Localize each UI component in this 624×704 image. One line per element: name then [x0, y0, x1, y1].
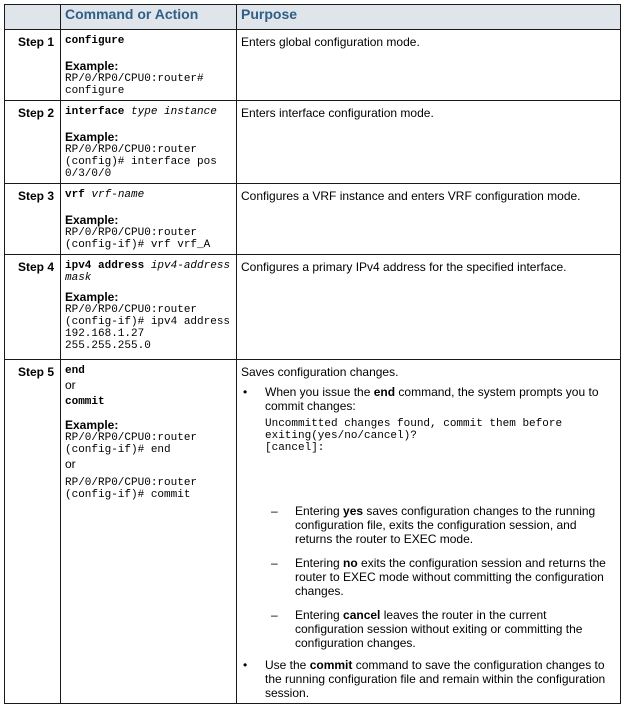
header-purpose: Purpose	[237, 5, 621, 30]
command-cell	[61, 360, 237, 704]
purpose-text: Enters global configuration mode.	[241, 35, 420, 49]
purpose-cell	[237, 30, 621, 101]
prompt-code: Uncommitted changes found, commit them before exiting(yes/no/cancel)? [cancel]:	[265, 418, 563, 454]
command-argument: type instance	[131, 106, 217, 118]
example-alt-text: RP/0/RP0/CPU0:router (config-if)# commit	[65, 477, 198, 501]
purpose-cell	[237, 360, 621, 704]
step-label: Step 2	[5, 101, 61, 184]
header-step	[5, 5, 61, 30]
command-cell	[61, 255, 237, 360]
table-row	[5, 255, 621, 360]
dash-icon: –	[271, 504, 278, 518]
purpose-text: Saves configuration changes.	[241, 365, 399, 379]
bullet-item: • Use the commit command to save the configuration changes to the running configuration file and remain within the configuration session.	[243, 658, 606, 700]
or-label: or	[65, 378, 76, 392]
table-row	[5, 360, 621, 704]
procedure-table	[4, 4, 620, 700]
purpose-cell	[237, 255, 621, 360]
dash-item-cancel: – Entering cancel leaves the router in the current configuration session without exiting or committing the configuration changes.	[271, 608, 583, 650]
purpose-cell	[237, 101, 621, 184]
dash-item-no: – Entering no exits the configuration session and returns the router to EXEC mode without committing the configuration changes.	[271, 556, 606, 598]
header-command: Command or Action	[61, 5, 237, 30]
step-label: Step 1	[5, 30, 61, 101]
example-text: RP/0/RP0/CPU0:router (config-if)# vrf vrf_A	[65, 227, 211, 251]
command-cell	[61, 30, 237, 101]
example-label: Example:	[65, 418, 119, 432]
command-text: end	[65, 365, 85, 377]
bullet-icon: •	[243, 658, 248, 672]
dash-icon: –	[271, 608, 278, 622]
table-row	[5, 184, 621, 255]
purpose-cell	[237, 184, 621, 255]
command-cell	[61, 184, 237, 255]
purpose-text: Configures a primary IPv4 address for the specified interface.	[241, 260, 567, 274]
example-text: RP/0/RP0/CPU0:router# configure	[65, 73, 204, 97]
command-text: interface	[65, 106, 125, 118]
dash-icon: –	[271, 556, 278, 570]
example-label: Example:	[65, 213, 119, 227]
example-label: Example:	[65, 130, 119, 144]
header-row	[5, 5, 621, 30]
example-label: Example:	[65, 290, 119, 304]
command-argument: ipv4-address mask	[65, 260, 231, 284]
command-text: ipv4 address	[65, 260, 145, 272]
command-argument: vrf-name	[91, 189, 145, 201]
or-label: or	[65, 457, 76, 471]
example-text: RP/0/RP0/CPU0:router (config-if)# ipv4 address 192.168.1.27 255.255.255.0	[65, 304, 231, 352]
step-label: Step 5	[5, 360, 61, 704]
example-label: Example:	[65, 59, 119, 73]
command-text: vrf	[65, 189, 85, 201]
dash-item-yes: – Entering yes saves configuration changes to the running configuration file, exits the configuration session, and returns the router to EXEC mode.	[271, 504, 596, 546]
command-cell	[61, 101, 237, 184]
step-label: Step 4	[5, 255, 61, 360]
table-row	[5, 30, 621, 101]
table-row	[5, 101, 621, 184]
bullet-icon: •	[243, 385, 248, 399]
example-text: RP/0/RP0/CPU0:router (config-if)# end	[65, 432, 198, 456]
step-label: Step 3	[5, 184, 61, 255]
purpose-text: Enters interface configuration mode.	[241, 106, 434, 120]
purpose-text: Configures a VRF instance and enters VRF configuration mode.	[241, 189, 581, 203]
command-text: configure	[65, 35, 125, 47]
command-alt-text: commit	[65, 396, 105, 408]
bullet-item: • When you issue the end command, the system prompts you to commit changes: Uncommitted changes found, commit them before exiting(yes/no/cancel)? [cancel]:	[241, 385, 616, 454]
example-text: RP/0/RP0/CPU0:router (config)# interface pos 0/3/0/0	[65, 144, 217, 180]
